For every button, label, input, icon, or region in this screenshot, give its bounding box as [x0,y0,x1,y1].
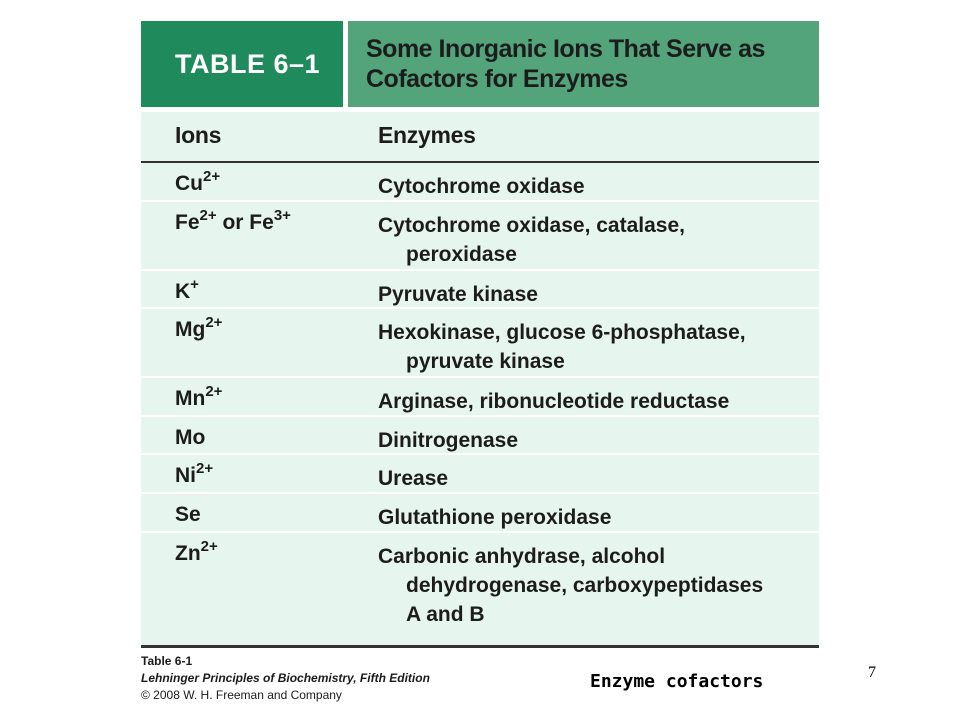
table-row [141,163,819,202]
table-row [141,417,819,455]
cofactor-table [141,21,819,645]
ion-symbol-alt: or Fe [216,211,274,234]
enzyme-line: Arginase, ribonucleotide reductase [378,390,730,413]
enzyme-cell [378,280,808,309]
ion-symbol: Cu [175,172,203,195]
column-header-row [141,107,819,163]
ion-cell [175,168,221,196]
ion-cell [175,276,199,304]
enzyme-cell [378,318,808,376]
enzyme-line: Pyruvate kinase [378,283,538,306]
table-label-cell [141,21,343,107]
ion-symbol: Mg [175,318,206,341]
ion-symbol: Zn [175,542,201,565]
ion-cell [175,426,205,450]
table-row [141,309,819,378]
ion-charge: + [190,276,199,293]
enzyme-line: Urease [378,467,449,490]
table-title-cell [348,21,819,107]
enzyme-cell [378,542,808,629]
ion-charge-alt: 3+ [273,207,291,224]
enzyme-cell [378,426,808,455]
table-row [141,378,819,417]
table-body [141,107,819,645]
table-row [141,533,819,629]
ion-symbol: Mo [175,426,206,449]
ion-charge: 2+ [199,207,217,224]
enzyme-cell [378,464,808,493]
enzyme-line: dehydrogenase, carboxypeptidases [406,574,764,597]
table-row [141,455,819,494]
caption-table-number: Table 6-1 [141,654,193,668]
ion-symbol: Se [175,503,201,526]
table-row [141,494,819,533]
ion-symbol: Ni [175,464,196,487]
ion-charge: 2+ [203,168,221,185]
enzyme-line: peroxidase [406,243,517,266]
ion-symbol: Fe [175,211,200,234]
ion-cell [175,314,223,342]
ion-charge: 2+ [196,460,214,477]
ion-cell [175,383,223,411]
table-row [141,202,819,271]
enzyme-line: Dinitrogenase [378,429,519,452]
enzyme-line: Carbonic anhydrase, alcohol [378,545,666,568]
enzyme-line: A and B [406,603,485,626]
column-header-enzymes: Enzymes [378,122,476,148]
ion-cell [175,207,291,235]
column-header-ions: Ions [175,122,222,148]
table-title: Some Inorganic Ions That Serve as Cofactors for Enzymes [366,35,765,93]
enzyme-line: Hexokinase, glucose 6-phosphatase, [378,321,746,344]
enzyme-line: Glutathione peroxidase [378,506,612,529]
ion-charge: 2+ [205,383,223,400]
ion-cell [175,460,214,488]
caption-book-title: Lehninger Principles of Biochemistry, Fifth Edition [141,671,430,685]
ion-cell [175,538,218,566]
enzyme-cell [378,172,808,201]
slide-subtitle: Enzyme cofactors [590,671,764,692]
ion-charge: 2+ [200,538,218,555]
table-rows [141,163,819,629]
table-row [141,271,819,309]
ion-symbol: K [175,280,191,303]
enzyme-line: Cytochrome oxidase [378,175,585,198]
table-bottom-rule [141,645,819,648]
ion-cell [175,503,201,527]
enzyme-cell [378,211,808,269]
enzyme-line: Cytochrome oxidase, catalase, [378,214,685,237]
enzyme-cell [378,503,808,532]
source-caption [141,653,430,704]
page-number: 7 [868,664,876,681]
ion-symbol: Mn [175,387,206,410]
table-label: TABLE 6–1 [175,48,321,79]
ion-charge: 2+ [205,314,223,331]
enzyme-line: pyruvate kinase [406,350,565,373]
enzyme-cell [378,387,808,416]
caption-copyright: © 2008 W. H. Freeman and Company [141,688,342,702]
